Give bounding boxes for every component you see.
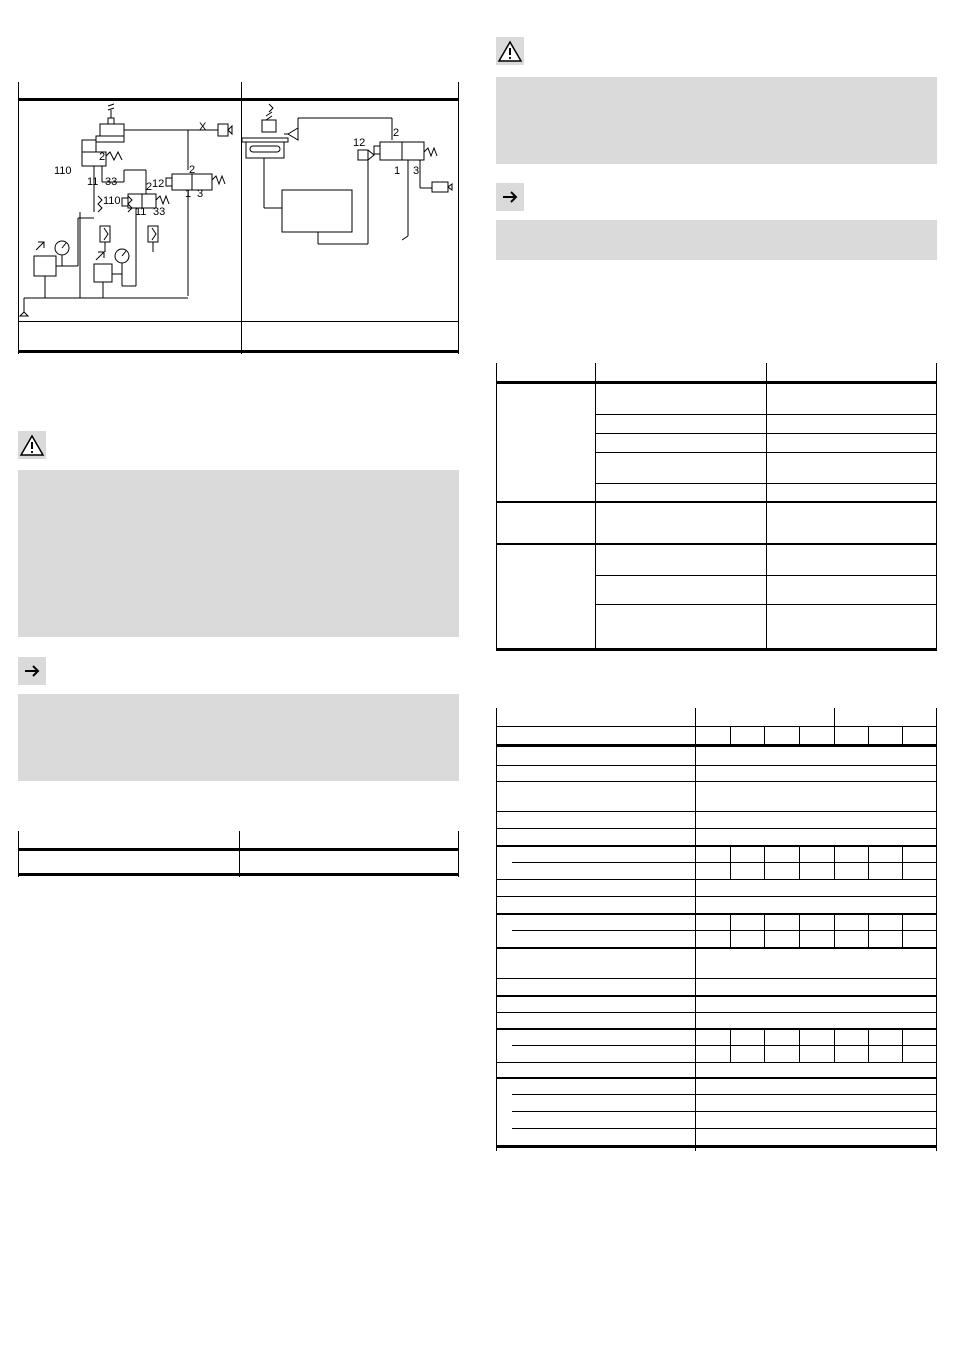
warning-icon-right [496,37,524,65]
label-port-2-top: 2 [99,151,106,163]
label-port-33-mid: 33 [153,206,166,218]
label-2: 2 [393,127,400,139]
note-text-area [18,694,459,781]
label-port-110-mid: 110 [103,195,121,207]
label-12: 12 [353,137,366,149]
label-x: X [199,121,207,133]
warning-icon [18,431,46,459]
note-text-area-right [496,220,937,260]
fault-table [496,363,937,653]
label-port-2-right: 2 [189,164,196,176]
label-port-33-top: 33 [105,176,118,188]
label-port-11-mid: 11 [135,206,147,218]
warning-text-area [18,470,459,637]
warning-text-area-right [496,77,937,164]
label-port-2-mid: 2 [146,181,153,193]
label-port-12-right: 12 [152,178,165,190]
label-1: 1 [394,165,401,177]
small-table [18,831,459,879]
note-arrow-icon-right [496,183,524,211]
technical-data-table [496,708,937,1153]
label-port-3-right: 3 [197,188,204,200]
label-port-110-top: 110 [54,165,72,177]
label-3: 3 [413,165,420,177]
pneumatic-circuit-diagram-right [242,102,458,320]
note-arrow-icon [18,657,46,685]
label-port-11-top: 11 [87,176,99,188]
label-port-1-right: 1 [185,188,192,200]
pneumatic-circuit-diagram-left [18,102,240,320]
